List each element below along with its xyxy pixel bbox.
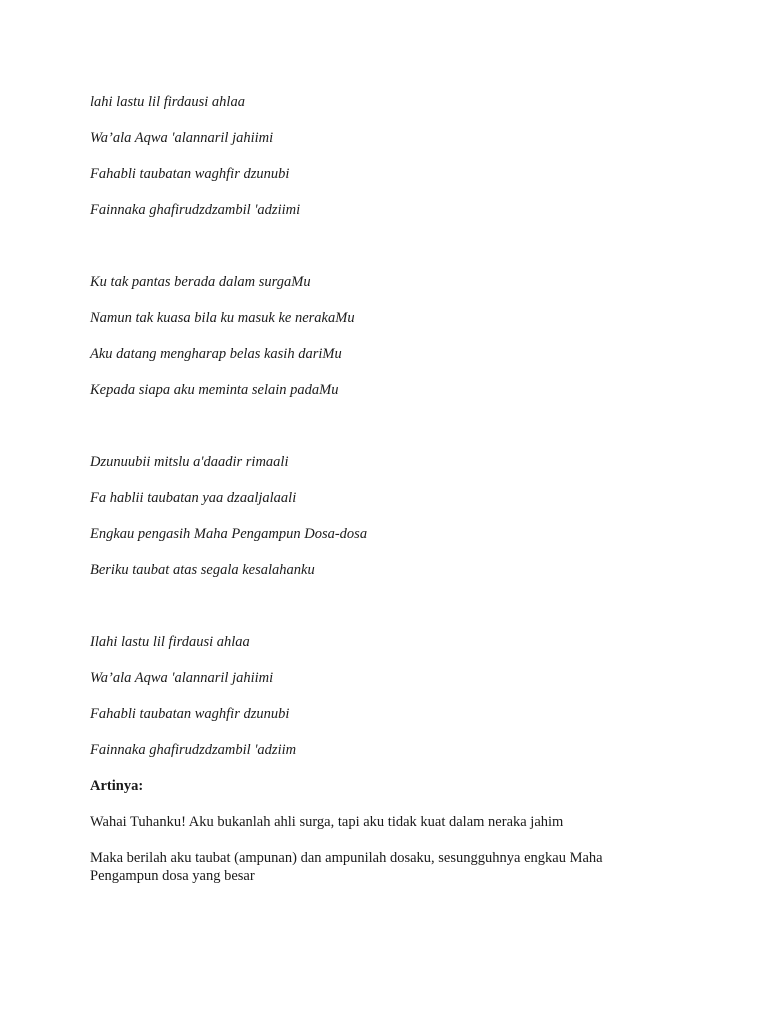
lyric-line: Ilahi lastu lil firdausi ahlaa bbox=[90, 634, 250, 650]
stanza-spacer bbox=[90, 597, 650, 633]
meaning-heading: Artinya: bbox=[90, 778, 144, 794]
stanza-spacer bbox=[90, 417, 650, 453]
lyric-line: Fainnaka ghafirudzdzambil 'adziimi bbox=[90, 202, 301, 218]
document-page bbox=[90, 93, 650, 903]
lyric-line: Dzunuubii mitslu a'daadir rimaali bbox=[90, 454, 289, 470]
lyric-line: Beriku taubat atas segala kesalahanku bbox=[90, 562, 315, 578]
lyric-line: Fahabli taubatan waghfir dzunubi bbox=[90, 166, 290, 182]
meaning-paragraph: Wahai Tuhanku! Aku bukanlah ahli surga, tapi aku tidak kuat dalam neraka jahim bbox=[90, 814, 564, 830]
lyric-line: Aku datang mengharap belas kasih dariMu bbox=[90, 346, 342, 362]
lyric-line: Wa’ala Aqwa 'alannaril jahiimi bbox=[90, 670, 274, 686]
stanza-2 bbox=[90, 273, 650, 399]
meaning-section bbox=[90, 777, 650, 885]
lyric-line: Kepada siapa aku meminta selain padaMu bbox=[90, 382, 339, 398]
lyric-line: lahi lastu lil firdausi ahlaa bbox=[90, 94, 245, 110]
meaning-paragraph: Maka berilah aku taubat (ampunan) dan ampunilah dosaku, sesungguhnya engkau Maha Pengampun dosa yang besar bbox=[90, 850, 603, 884]
stanza-spacer bbox=[90, 237, 650, 273]
lyric-line: Wa’ala Aqwa 'alannaril jahiimi bbox=[90, 130, 274, 146]
lyric-line: Namun tak kuasa bila ku masuk ke nerakaMu bbox=[90, 310, 355, 326]
lyric-line: Fahabli taubatan waghfir dzunubi bbox=[90, 706, 290, 722]
lyric-line: Engkau pengasih Maha Pengampun Dosa-dosa bbox=[90, 526, 368, 542]
stanza-4 bbox=[90, 633, 650, 759]
lyric-line: Fainnaka ghafirudzdzambil 'adziim bbox=[90, 742, 297, 758]
stanza-3 bbox=[90, 453, 650, 579]
lyric-line: Ku tak pantas berada dalam surgaMu bbox=[90, 274, 311, 290]
stanza-1 bbox=[90, 93, 650, 219]
lyric-line: Fa hablii taubatan yaa dzaaljalaali bbox=[90, 490, 297, 506]
